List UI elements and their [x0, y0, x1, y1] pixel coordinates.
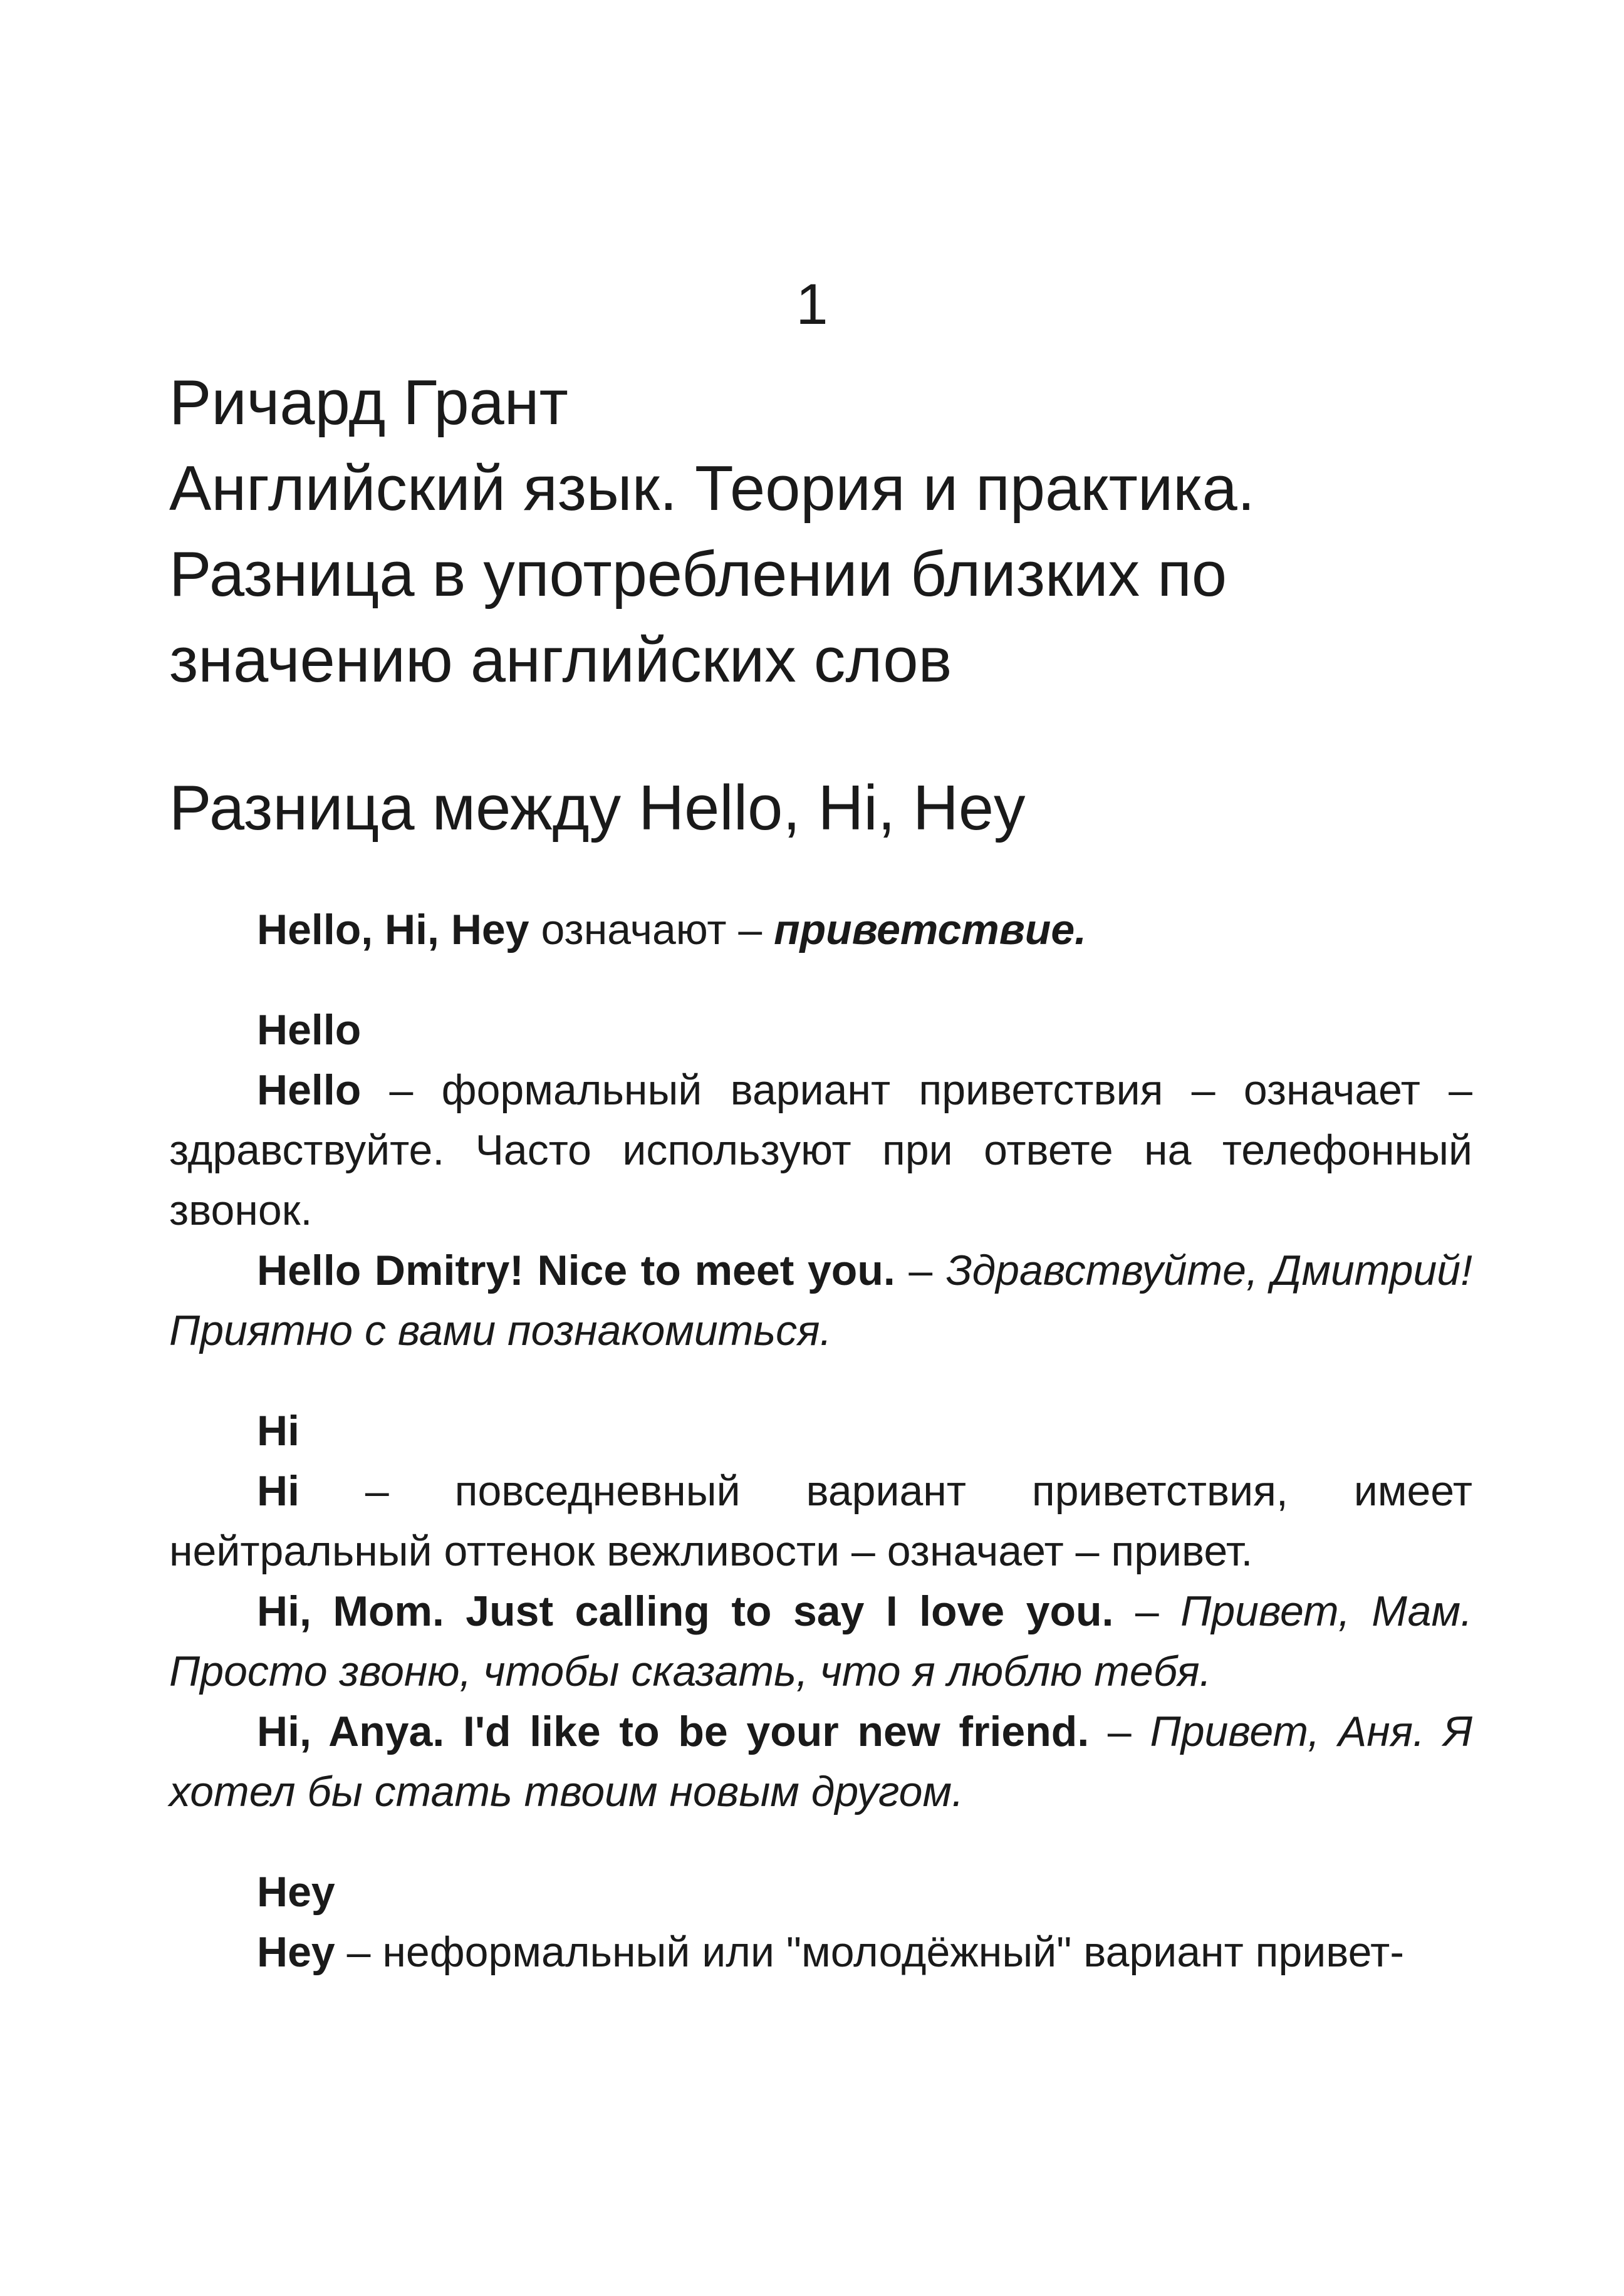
book-title: [169, 360, 1485, 704]
hello-example: Hello Dmitry! Nice to meet you. – Здравствуйте, Дмитрий! Приятно с вами познакомиться.: [169, 1247, 1473, 1354]
intro-term: Hello, Hi, Hey: [257, 906, 529, 953]
section-body: [169, 900, 1472, 1982]
hi-subheading: Hi: [257, 1407, 299, 1455]
hello-definition-text: – формальный вариант приветствия – означает – здравствуйте. Часто используют при ответе на телефонный звонок.: [169, 1066, 1472, 1234]
hi-example-en: Hi, Anya. I'd like to be your new friend.: [257, 1708, 1090, 1755]
book-author: Ричард Грант: [169, 368, 568, 438]
hey-definition-text: – неформальный или "молодёжный" вариант привет-: [335, 1928, 1404, 1976]
hello-example-ru: Здравствуйте, Дмитрий! Приятно с вами познакомиться.: [169, 1247, 1473, 1354]
hi-term: Hi: [257, 1467, 299, 1515]
hello-subheading: Hello: [257, 1006, 362, 1054]
hey-definition: [169, 1922, 1472, 1982]
hi-example-ru: Привет, Мам. Просто звоню, чтобы сказать, что я люблю тебя.: [169, 1587, 1472, 1695]
hello-definition: [169, 1060, 1472, 1240]
hello-term: Hello: [257, 1066, 362, 1114]
hey-term: Hey: [257, 1928, 335, 1976]
hi-example-ru: Привет, Аня. Я хотел бы стать твоим новым другом.: [169, 1708, 1472, 1816]
hi-example: Hi, Anya. I'd like to be your new friend. – Привет, Аня. Я хотел бы стать твоим новым другом.: [169, 1708, 1472, 1816]
hi-definition: [169, 1461, 1472, 1581]
hello-example-en: Hello Dmitry! Nice to meet you.: [257, 1247, 895, 1294]
intro-meaning: приветствие.: [774, 906, 1087, 953]
intro-text: означают –: [529, 906, 774, 953]
intro-paragraph: [169, 900, 1472, 960]
hi-example-en: Hi, Mom. Just calling to say I love you.: [257, 1587, 1114, 1635]
hey-subheading: Hey: [257, 1868, 335, 1916]
section-heading: Разница между Hello, Hi, Hey: [169, 773, 1026, 843]
book-title-line: значению английских слов: [169, 625, 952, 695]
book-title-line: Разница в употреблении близких по: [169, 539, 1227, 610]
hi-definition-text: – повседневный вариант приветствия, имеет нейтральный оттенок вежливости – означает – привет.: [169, 1467, 1472, 1575]
book-title-line: Английский язык. Теория и практика.: [169, 454, 1255, 524]
page-number: 1: [796, 273, 828, 336]
hi-example: Hi, Mom. Just calling to say I love you. – Привет, Мам. Просто звоню, чтобы сказать, что я люблю тебя.: [169, 1587, 1472, 1695]
